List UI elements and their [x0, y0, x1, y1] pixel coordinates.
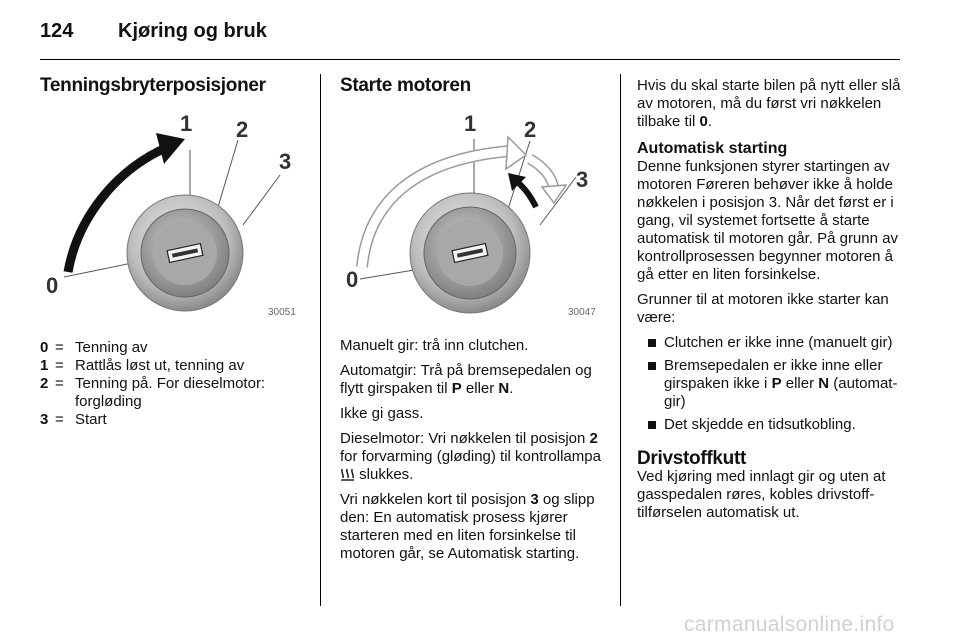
- engine-start-figure: [340, 107, 602, 325]
- bullet-square-icon: [648, 339, 656, 347]
- legend-text: Rattlås løst ut, tenning av: [75, 357, 245, 374]
- legend-equals: =: [55, 339, 64, 356]
- ignition-positions-illustration: [40, 107, 302, 325]
- figure-label-0: 0: [46, 273, 59, 298]
- figure-label-1: 1: [180, 111, 193, 136]
- start-key-instruction: Vri nøkkelen kort til posisjon 3 og slipp den: En automatisk prosess kjører starteren med en liten forsinkelse til motoren går, se Automatisk starting.: [340, 491, 595, 562]
- legend-row: [40, 357, 300, 375]
- manual-gear-instruction: Manuelt gir: trå inn clutchen.: [340, 337, 529, 354]
- figure-code: 30051: [268, 307, 296, 318]
- figure-label-2: 2: [236, 117, 249, 142]
- bullet-square-icon: [648, 362, 656, 370]
- figure-label-2: 2: [524, 117, 537, 142]
- left-column: [40, 77, 302, 95]
- legend-text: Tenning av: [75, 339, 148, 356]
- legend-text: Tenning på. For dieselmotor: forgløding: [75, 375, 266, 410]
- list-item: Clutchen er ikke inne (manuelt gir): [637, 334, 903, 352]
- automatic-start-description: Denne funksjonen styrer startingen av motoren Føreren behøver ikke å holde nøkkelen i posisjon 3. Når det først er i gang, vil systemet fortsette å starte automatisk til motoren går. På grunn av kontrollprosessen begynner motoren å gå etter en liten forsinkelse.: [637, 158, 898, 283]
- ignition-positions-figure: [40, 107, 302, 325]
- list-item: Det skjedde en tidsutkobling.: [637, 416, 903, 434]
- failure-reasons-intro: Grunner til at motoren ikke starter kan være:: [637, 291, 889, 326]
- header-divider: [40, 59, 900, 60]
- legend-row: [40, 375, 300, 411]
- glow-plug-icon: [340, 468, 355, 481]
- fuel-cutoff-description: Ved kjøring med innlagt gir og uten at gasspedalen røres, kobles drivstofftilførselen automatisk ut.: [637, 468, 886, 521]
- section-heading-start-engine: Starte motoren: [340, 75, 471, 96]
- legend-equals: =: [55, 411, 64, 428]
- legend-key: 2: [40, 375, 49, 392]
- ignition-legend: [40, 339, 300, 429]
- diesel-instruction: Dieselmotor: Vri nøkkelen til posisjon 2 for forvarming (gløding) til kontrollampa slukkes.: [340, 430, 601, 483]
- bullet-square-icon: [648, 421, 656, 429]
- column-divider-left: [320, 74, 321, 606]
- figure-code: 30047: [568, 307, 596, 318]
- section-heading-ignition-positions: Tenningsbryterposisjoner: [40, 75, 266, 96]
- legend-equals: =: [55, 357, 64, 374]
- engine-start-illustration: [340, 107, 602, 325]
- section-heading-fuel-cutoff: Drivstoffkutt: [637, 448, 747, 469]
- page-number: 124: [40, 20, 74, 42]
- legend-text: Start: [75, 411, 107, 428]
- watermark: carmanualsonline.info: [684, 613, 895, 636]
- page-title: Kjøring og bruk: [118, 20, 267, 42]
- legend-key: 0: [40, 339, 49, 356]
- figure-label-1: 1: [464, 111, 477, 136]
- legend-row: [40, 339, 300, 357]
- legend-key: 1: [40, 357, 49, 374]
- legend-key: 3: [40, 411, 49, 428]
- legend-row: [40, 411, 300, 429]
- list-item: Bremsepedalen er ikke inne eller girspaken ikke i P eller N (automatgir): [637, 357, 903, 411]
- automatic-gear-instruction: Automatgir: Trå på bremsepedalen og flytt girspaken til P eller N.: [340, 362, 592, 397]
- legend-equals: =: [55, 375, 64, 392]
- section-heading-automatic-start: Automatisk starting: [637, 140, 788, 157]
- restart-instruction: Hvis du skal starte bilen på nytt eller slå av motoren, må du først vri nøkkelen tilbake til 0.: [637, 77, 901, 130]
- column-divider-right: [620, 74, 621, 606]
- figure-label-3: 3: [576, 167, 589, 192]
- start-engine-text: [340, 337, 604, 570]
- right-column: [637, 77, 903, 529]
- failure-reasons-list: [637, 334, 903, 434]
- no-throttle-instruction: Ikke gi gass.: [340, 405, 424, 422]
- figure-label-3: 3: [279, 149, 292, 174]
- figure-label-0: 0: [346, 267, 359, 292]
- middle-column: [340, 77, 602, 95]
